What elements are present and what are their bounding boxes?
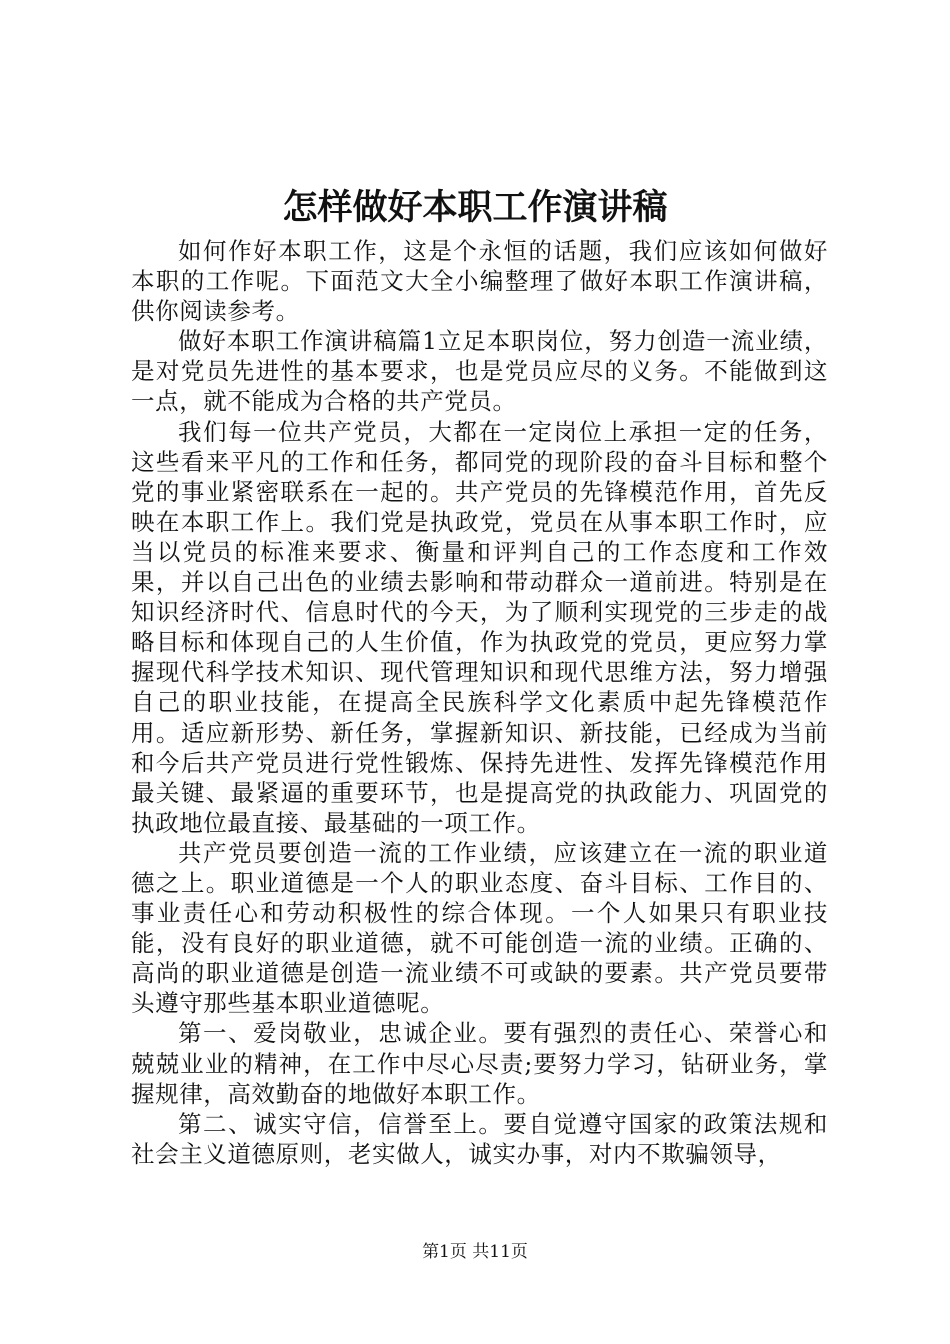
page-footer: 第1页 共11页 <box>422 1242 528 1262</box>
paragraph-point-one: 第一、爱岗敬业，忠诚企业。要有强烈的责任心、荣誉心和兢兢业业的精神，在工作中尽心尽责;要努力学习，钻研业务，掌握规律，高效勤奋的地做好本职工作。 <box>131 1019 828 1108</box>
paragraph-party-members: 我们每一位共产党员，大都在一定岗位上承担一定的任务，这些看来平凡的工作和任务，都同党的现阶段的奋斗目标和整个党的事业紧密联系在一起的。共产党员的先锋模范作用，首先反映在本职工作上。我们党是执政党，党员在从事本职工作时，应当以党员的标准来要求、衡量和评判自己的工作态度和工作效果，并以自己出色的业绩去影响和带动群众一道前进。特别是在知识经济时代、信息时代的今天，为了顺利实现党的三步走的战略目标和体现自己的人生价值，作为执政党的党员，更应努力掌握现代科学技术知识、现代管理知识和现代思维方法，努力增强自己的职业技能，在提高全民族科学文化素质中起先锋模范作用。适应新形势、新任务，掌握新知识、新技能，已经成为当前和今后共产党员进行党性锻炼、保持先进性、发挥先锋模范作用最关键、最紧逼的重要环节，也是提高党的执政能力、巩固党的执政地位最直接、最基础的一项工作。 <box>131 417 828 837</box>
paragraph-intro: 如何作好本职工作，这是个永恒的话题，我们应该如何做好本职的工作呢。下面范文大全小编整理了做好本职工作演讲稿，供你阅读参考。 <box>131 237 828 326</box>
document-body <box>131 236 828 1169</box>
paragraph-speech-1: 做好本职工作演讲稿篇1立足本职岗位，努力创造一流业绩，是对党员先进性的基本要求，也是党员应尽的义务。不能做到这一点，就不能成为合格的共产党员。 <box>131 327 828 416</box>
paragraph-point-two: 第二、诚实守信，信誉至上。要自觉遵守国家的政策法规和社会主义道德原则，老实做人，诚实办事，对内不欺骗领导， <box>131 1109 828 1168</box>
paragraph-professional-ethics: 共产党员要创造一流的工作业绩，应该建立在一流的职业道德之上。职业道德是一个人的职业态度、奋斗目标、工作目的、事业责任心和劳动积极性的综合体现。一个人如果只有职业技能，没有良好的职业道德，就不可能创造一流的业绩。正确的、高尚的职业道德是创造一流业绩不可或缺的要素。共产党员要带头遵守那些基本职业道德呢。 <box>131 838 828 1018</box>
document-title: 怎样做好本职工作演讲稿 <box>282 187 668 228</box>
